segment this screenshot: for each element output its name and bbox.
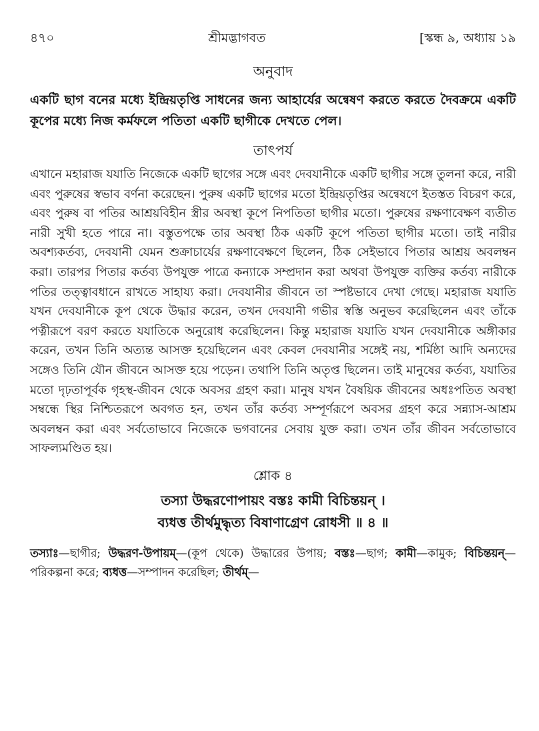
verse-line-1: তস্যা উদ্ধরণোপায়ং বস্তঃ কামী বিচিন্তয়ন্ । xyxy=(160,492,386,509)
translation-heading: অনুবাদ xyxy=(253,64,293,80)
synonym-entry xyxy=(103,566,223,579)
synonym-meaning: —সম্পাদন করেছিল; xyxy=(126,565,223,579)
running-header xyxy=(30,30,516,50)
verse-heading: শ্লোক ৪ xyxy=(253,468,293,484)
synonym-term: তীর্থম্ xyxy=(222,564,248,579)
purport-heading: তাৎপর্য xyxy=(253,143,293,159)
synonym-entry xyxy=(223,566,260,579)
synonym-meaning: —পরিকল্পনা করে; xyxy=(30,546,516,579)
page-number: ৪৭০ xyxy=(30,30,55,45)
synonym-entry xyxy=(108,547,334,560)
synonym-term: তস্যাঃ xyxy=(30,545,59,560)
translation-text: একটি ছাগ বনের মধ্যে ইন্দ্রিয়তৃপ্তি সাধনের জন্য আহার্যের অন্বেষণ করতে করতে দৈবক্রমে একটি কূপের মধ্যে নিজ কর্মফলে পতিতা একটি ছাগীকে দেখতে পেল। xyxy=(30,92,516,128)
book-page xyxy=(30,30,516,582)
canto-chapter-reference: [স্কন্ধ ৯, অধ্যায় ১৯ xyxy=(419,30,516,45)
synonym-meaning: —ছাগ; xyxy=(355,546,396,560)
synonym-entry xyxy=(335,547,396,560)
synonym-meaning: —কামুক; xyxy=(416,546,465,560)
synonym-meaning: —ছাগীর; xyxy=(58,546,109,560)
verse-line-2: ব্যধত্ত তীর্থমুদ্ধৃত্য বিষাণাগ্রেণ রোধসী ॥ ৪ ॥ xyxy=(157,514,389,531)
word-synonyms xyxy=(30,544,516,582)
synonym-entry xyxy=(30,547,108,560)
synonym-term: বস্তঃ xyxy=(334,545,356,560)
synonym-term: উদ্ধরণ-উপায়ম্ xyxy=(108,545,176,560)
synonym-meaning: — xyxy=(247,565,260,579)
synonym-entry xyxy=(396,547,465,560)
purport-text: এখানে মহারাজ যযাতি নিজেকে একটি ছাগের সঙ্গে এবং দেবযানীকে একটি ছাগীর সঙ্গে তুলনা করে, নারী এবং পুরুষের স্বভাব বর্ণনা করেছেন। পুরুষ একটি ছাগের মতো ইন্দ্রিয়তৃপ্তির অন্বেষণে ইতস্তত বিচরণ করে, এবং পুরুষ বা পতির আশ্রয়বিহীন স্ত্রীর অবস্থা কূপে নিপতিতা ছাগীর মতো। পুরুষের রক্ষণাবেক্ষণ ব্যতীত নারী সুখী হতে পারে না। বস্তুতপক্ষে তার অবস্থা ঠিক একটি কূপে পতিতা ছাগীর মতো। তাই নারীর অবশ্যকর্তব্য, দেবযানী যেমন শুক্রাচার্যের রক্ষণাবেক্ষণে ছিলেন, ঠিক সেইভাবে পিতার আশ্রয় অবলম্বন করা। তারপর পিতার কর্তব্য উপযুক্ত পাত্রে কন্যাকে সম্প্রদান করা অথবা উপযুক্ত ব্যক্তির কর্তব্য নারীকে পতির তত্ত্বাবধানে রাখতে সাহায্য করা। দেবযানীর জীবনে তা স্পষ্টভাবে দেখা গেছে। মহারাজ যযাতি যখন দেবযানীকে কূপ থেকে উদ্ধার করেন, তখন দেবযানী গভীর স্বস্তি অনুভব করেছিলেন এবং তাঁকে পত্নীরূপে বরণ করতে যযাতিকে অনুরোধ করেছিলেন। কিন্তু মহারাজ যযাতি যখন দেবযানীকে অঙ্গীকার করেন, তখন তিনি অত্যন্ত আসক্ত হয়েছিলেন এবং কেবল দেবযানীর সঙ্গেই নয়, শর্মিষ্ঠা আদি অন্যদের সঙ্গেও তিনি যৌন জীবনে আসক্ত হয়ে পড়েন। তথাপি তিনি অতৃপ্ত ছিলেন। তাই মানুষের কর্তব্য, যযাতির মতো দৃঢ়তাপূর্বক গৃহস্থ-জীবন থেকে অবসর গ্রহণ করা। মানুষ যখন বৈষয়িক জীবনের অধঃপতিত অবস্থা সম্বন্ধে স্থির নিশ্চিতরূপে অবগত হন, তখন তাঁর কর্তব্য সম্পূর্ণরূপে অবসর গ্রহণ করে সন্ন্যাস-আশ্রম অবলম্বন করা এবং সর্বতোভাবে নিজেকে ভগবানের সেবায় যুক্ত করা। তখন তাঁর জীবন সর্বতোভাবে সাফল্যমণ্ডিত হয়। xyxy=(30,167,516,456)
synonym-term: কামী xyxy=(395,545,417,560)
book-title: শ্রীমদ্ভাগবত xyxy=(208,30,266,45)
synonym-meaning: —(কূপ থেকে) উদ্ধারের উপায়; xyxy=(175,546,335,560)
synonym-term: বিচিন্তয়ন্ xyxy=(464,545,505,560)
synonym-term: ব্যধত্ত xyxy=(102,564,127,579)
